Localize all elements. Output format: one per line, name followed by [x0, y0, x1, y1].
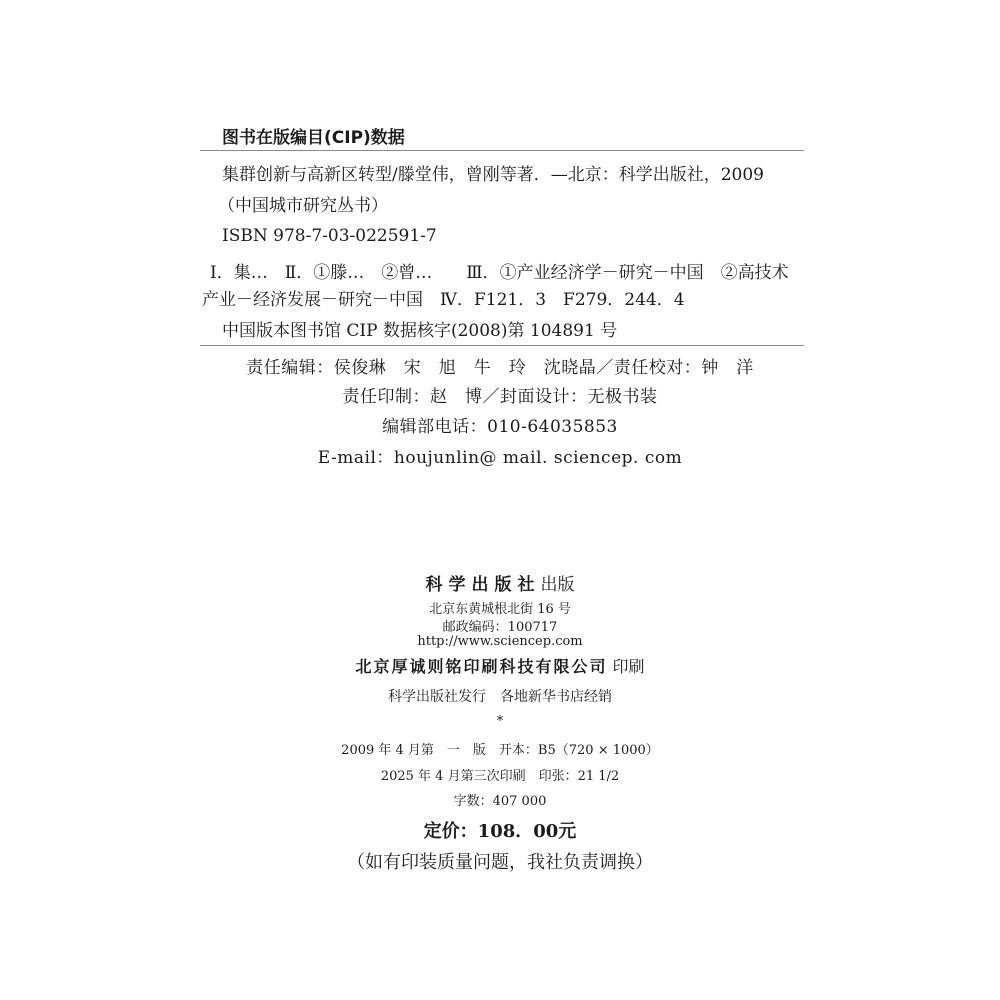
editorial-email: E-mail：houjunlin@ mail. sciencep. com [317, 448, 683, 468]
staff-editors: 责任编辑：侯俊琳 宋 旭 牛 玲 沈晓晶／责任校对：钟 洋 [246, 358, 754, 378]
cip-isbn: ISBN 978-7-03-022591-7 [222, 226, 437, 246]
printing-info: 2025 年 4 月第三次印刷 印张：21 1/2 [380, 769, 620, 784]
cip-top-divider [200, 150, 804, 151]
cip-bottom-divider [200, 345, 804, 346]
cip-classification-line1: Ⅰ．集… Ⅱ．①滕… ②曾… Ⅲ．①产业经济学－研究－中国 ②高技术 [210, 263, 789, 283]
publish-suffix: 出版 [540, 575, 575, 595]
publisher-line [0, 570, 1000, 595]
publisher-address: 北京东黄城根北街 16 号 [429, 602, 571, 617]
editorial-phone: 编辑部电话：010-64035853 [382, 417, 618, 437]
cip-series: （中国城市研究丛书） [218, 196, 388, 216]
distribution: 科学出版社发行 各地新华书店经销 [388, 689, 612, 705]
cip-title: 图书在版编目(CIP)数据 [222, 128, 405, 148]
printer-suffix: 印刷 [612, 657, 645, 676]
printer-line [0, 654, 1000, 677]
edition-info: 2009 年 4 月第 一 版 开本：B5（720 × 1000） [341, 743, 659, 758]
cip-classification-line2: 产业－经济发展－研究－中国 Ⅳ．F121．3 F279．244．4 [202, 290, 685, 310]
printer-name: 北京厚诚则铭印刷科技有限公司 [355, 657, 608, 676]
price: 定价：108．00元 [423, 821, 577, 842]
staff-print-design: 责任印制：赵 博／封面设计：无极书装 [342, 387, 658, 407]
quality-notice: （如有印装质量问题，我社负责调换） [347, 852, 653, 873]
publisher-name: 科学出版社 [425, 575, 541, 595]
publisher-website: http://www.sciencep.com [417, 634, 583, 649]
separator-star: * [496, 714, 504, 729]
word-count: 字数：407 000 [453, 794, 547, 809]
cip-book-info: 集群创新与高新区转型/滕堂伟，曾刚等著．—北京：科学出版社，2009 [222, 165, 764, 185]
cip-number: 中国版本图书馆 CIP 数据核字(2008)第 104891 号 [222, 321, 618, 341]
publisher-postcode: 邮政编码：100717 [442, 620, 558, 635]
